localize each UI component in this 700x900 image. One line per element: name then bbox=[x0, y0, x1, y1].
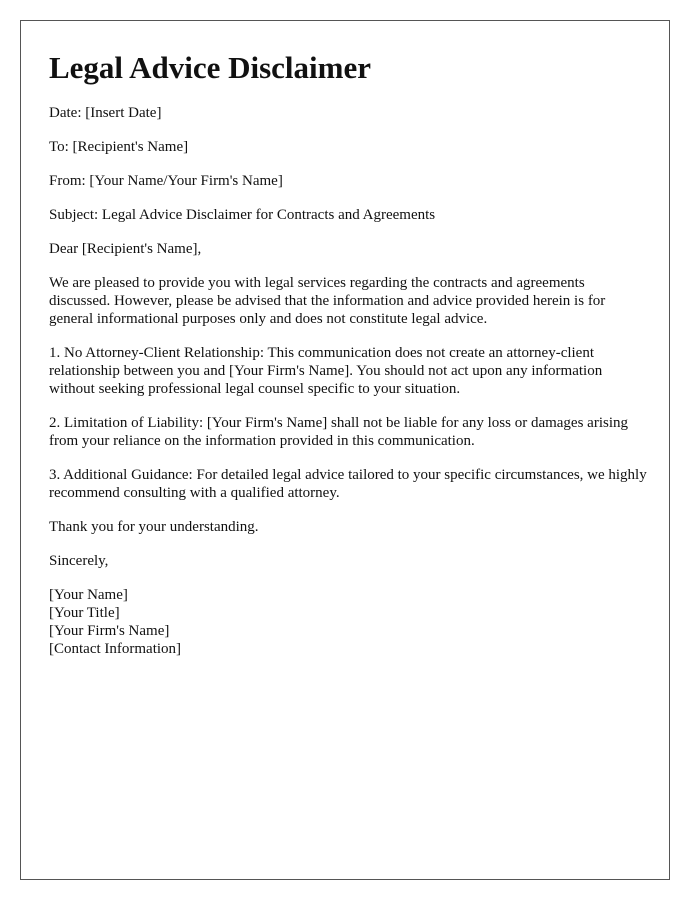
date-line: Date: [Insert Date] bbox=[49, 105, 162, 122]
letter-page bbox=[20, 20, 670, 880]
to-line: To: [Recipient's Name] bbox=[49, 139, 189, 156]
closing-line: Sincerely, bbox=[49, 553, 109, 570]
point-1-paragraph: 1. No Attorney-Client Relationship: This communication does not create an attorney-client relationship between you and [Your Firm's Name]. You should not act upon any information without seeking professional legal counsel specific to your situation. bbox=[49, 345, 603, 398]
signature-block bbox=[49, 586, 649, 658]
thanks-line: Thank you for your understanding. bbox=[49, 519, 259, 536]
salutation: Dear [Recipient's Name], bbox=[49, 241, 202, 258]
signature-contact: [Contact Information] bbox=[49, 641, 182, 658]
signature-title: [Your Title] bbox=[49, 605, 120, 622]
signature-firm: [Your Firm's Name] bbox=[49, 623, 170, 640]
signature-name: [Your Name] bbox=[49, 587, 128, 604]
subject-line: Subject: Legal Advice Disclaimer for Contracts and Agreements bbox=[49, 207, 436, 224]
point-2-paragraph: 2. Limitation of Liability: [Your Firm's Name] shall not be liable for any loss or damages arising from your reliance on the information provided in this communication. bbox=[49, 415, 629, 450]
intro-paragraph: We are pleased to provide you with legal services regarding the contracts and agreements discussed. However, please be advised that the information and advice provided herein is for general informational purposes only and does not constitute legal advice. bbox=[49, 275, 606, 328]
point-3-paragraph: 3. Additional Guidance: For detailed legal advice tailored to your specific circumstances, we highly recommend consulting with a qualified attorney. bbox=[49, 467, 647, 502]
from-line: From: [Your Name/Your Firm's Name] bbox=[49, 173, 283, 190]
document-title: Legal Advice Disclaimer bbox=[49, 50, 371, 85]
